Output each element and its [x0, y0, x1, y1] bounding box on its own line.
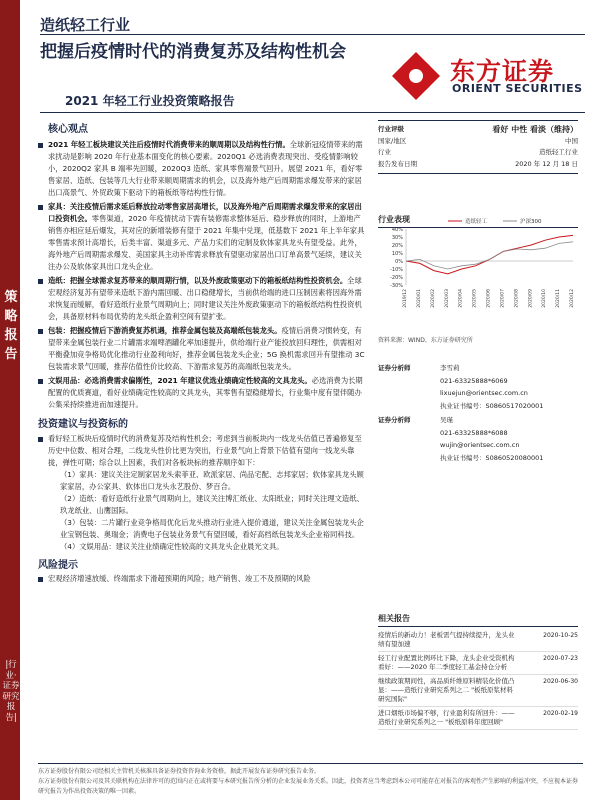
- y-tick-label: 20%: [391, 243, 403, 249]
- core-point-heading: 2021 年轻工板块建议关注后疫情时代消费带来的顺周期以及结构性行情。: [48, 140, 290, 149]
- analyst-block: [378, 414, 578, 464]
- bullet-icon: [38, 577, 43, 582]
- x-tick-label: 2020/12: [570, 289, 575, 308]
- x-tick-label: 2020/09: [528, 289, 534, 308]
- rating-row: [378, 124, 578, 136]
- related-report-title[interactable]: 疫情后的新动力！老板需气提持续提升，龙头业绩有望加速: [378, 631, 515, 648]
- x-tick-label: 2020/04: [458, 289, 464, 308]
- y-tick-label: 40%: [391, 227, 403, 233]
- analyst-name: 李雪莉: [440, 364, 460, 372]
- core-point-text: 疫情后消费习惯转变，有望带来金属包装行业二片罐需求端啤酒罐化率加速提升，供给端行业产能投放回归理性，供需相对平衡叠加竞争格局优化推动行业盈利向好，推荐金属包装龙头企业；5G 换机需求回升有望推动 3C 包装需求景气回暖，推荐估值性价比较高、下游需求复苏的高端纸包装龙头。: [48, 326, 365, 371]
- core-point: [38, 201, 368, 273]
- x-tick-label: 2020/01: [416, 289, 422, 308]
- analyst-role: 证券分析师: [378, 364, 411, 372]
- related-report-item[interactable]: [378, 707, 578, 730]
- rating-value: 2020 年 12 月 18 日: [515, 159, 578, 168]
- page-title: 把握后疫情时代的消费复苏及结构性机会: [40, 42, 346, 62]
- industry-performance-chart: [378, 215, 578, 315]
- y-tick-label: 10%: [391, 251, 403, 257]
- sector-title: 造纸轻工行业: [40, 16, 131, 34]
- series-line-2: [406, 242, 573, 269]
- right-info-panel: [378, 120, 578, 228]
- related-report-date: 2020-07-23: [543, 655, 578, 662]
- rating-value: 看好 中性 看淡（维持）: [492, 125, 578, 134]
- core-point-heading: 文娱用品：必选消费需求偏刚性，2021 年建议优选业绩确定性较高的文具龙头。: [48, 376, 312, 385]
- rating-key: 行业: [378, 148, 391, 156]
- invest-title: 投资建议与投资标的: [38, 419, 128, 430]
- rating-value: 造纸轻工行业: [539, 148, 578, 156]
- header-bottom-divider: [40, 112, 585, 113]
- chart-title: 行业表现: [378, 214, 578, 228]
- sidebar-report-type: |行业·证券研究报告|: [2, 660, 20, 723]
- related-report-item[interactable]: [378, 675, 578, 707]
- core-point-heading: 包装：把握疫情后下游消费复苏机遇，推荐金属包装及高端纸包装龙头。: [48, 326, 282, 335]
- core-point: [38, 139, 368, 199]
- rating-rows: [378, 124, 578, 170]
- core-points-list: [38, 139, 368, 411]
- related-report-title[interactable]: 进口烟纸市场偏不够，行业盈利有所回升：——造纸行业研究系列之一 "板纸原料年度回顾": [378, 709, 515, 726]
- invest-intro: 看好轻工板块后疫情时代的消费复苏及结构性机会；考虑到当前板块内一线龙头估值已普遍修复至历史中位数、相对合理，二线龙头性价比更为突出，行业景气向上背景下估值有望向一线龙头靠拢，弹性可期；综合以上因素，我们对各板块标的推荐顺序如下：: [38, 433, 368, 469]
- bullet-icon: [38, 329, 43, 334]
- core-point-text: 全球宏观经济复苏有望带来造纸下游内需回暖、出口稳健增长，当前供给端的进口压制因素将因海外需求恢复而缓解，看好造纸行业景气周期向上；同时建议关注外废政策驱动下的箱板纸结构性投资机会，具备原材料布局优势的龙头纸企盈利空间有望扩张。: [48, 276, 362, 321]
- core-point-heading: 家具：关注疫情后需求延后释放拉动零售家居高增长，以及海外地产后周期需求爆发带来的家居出口投资机会。: [48, 202, 362, 223]
- rating-row: [378, 147, 578, 159]
- related-report-item[interactable]: [378, 652, 578, 675]
- core-point: [38, 375, 368, 411]
- x-tick-label: 2020/07: [500, 289, 506, 308]
- chart-source: 资料来源：WIND、东方证券研究所: [378, 337, 473, 344]
- core-view-title: 核心观点: [48, 124, 88, 135]
- x-tick-label: 2019/12: [403, 289, 408, 308]
- header: [40, 0, 600, 115]
- analyst-name: 吴瑾: [440, 416, 453, 424]
- analyst-email[interactable]: wujin@orientsec.com.cn: [440, 441, 520, 449]
- analyst-email[interactable]: lixuejun@orientsec.com.cn: [440, 389, 528, 397]
- invest-items-list: [38, 469, 368, 553]
- analyst-list: [378, 362, 578, 466]
- related-report-date: 2020-02-19: [543, 710, 578, 717]
- rating-key: 国家/地区: [378, 136, 407, 145]
- logo-english-name: ORIENT SECURITIES: [452, 82, 583, 95]
- rating-row: [378, 136, 578, 148]
- rating-key: 报告发布日期: [378, 159, 417, 168]
- x-tick-label: 2020/05: [472, 289, 478, 308]
- risk-title: 风险提示: [38, 560, 78, 571]
- related-report-date: 2020-10-25: [543, 632, 578, 639]
- analyst-license: 执业证书编号：S0860517020001: [440, 401, 544, 410]
- sidebar-strategy-label: 策略报告: [4, 290, 18, 362]
- related-report-title[interactable]: 继续政策期间性，高品质纤维原料精装化价值凸显：——造纸行业研究系列之二 "板纸原浆材料研究国际": [378, 677, 515, 703]
- core-point: [38, 325, 368, 373]
- bullet-icon: [38, 279, 43, 284]
- related-report-title[interactable]: 轻工行业配置比例环比下降，龙头企业受资机构看好：——2020 年二季度轻工基金持仓分析: [378, 654, 515, 671]
- rating-value: 中国: [565, 136, 578, 145]
- x-tick-label: 2020/11: [556, 289, 562, 308]
- rating-row: [378, 159, 578, 171]
- y-tick-label: -30%: [390, 283, 403, 289]
- footer-line-1: 东方证券股份有限公司经相关主管机关核准具备证券投资咨询业务资格，据此开展发布证券研究报告业务。: [38, 768, 321, 775]
- analyst-role: 证券分析师: [378, 416, 411, 424]
- x-tick-label: 2020/08: [514, 289, 520, 308]
- related-report-item[interactable]: [378, 629, 578, 652]
- analyst-phone: 021-63325888*6069: [440, 376, 508, 385]
- bullet-icon: [38, 437, 43, 442]
- footer-line-2: 东方证券股份有限公司及其关联机构在法律许可的范围内正在或将要与本研究报告所分析的企业发展业务关系。因此，投资者应当考虑到本公司可能存在对报告的客观性产生影响的利益冲突，不应视本证券研究报告为作出投资决策的唯一因素。: [38, 778, 579, 795]
- invest-item: （1）家具：建议关注定制家居龙头索菲亚、欧派家居、尚品宅配、志邦家居；软体家具龙头顾家家居，办公家具、软体出口龙头永艺股份、梦百合。: [60, 470, 364, 491]
- invest-item: （3）包装：二片罐行业竞争格局优化后龙头推动行业进入提价通道，建议关注金属包装龙头企业宝钢包装、奥瑞金；消费电子包装业务景气有望回暖，看好高档纸包装龙头企业裕同科技。: [60, 518, 364, 539]
- company-logo: [388, 48, 598, 103]
- logo-chinese-name: 东方证券: [450, 57, 555, 86]
- risk-text: 宏观经济增速放缓、终端需求下滑超预期的风险；地产销售、竣工不及预期的风险: [38, 573, 368, 585]
- bullet-icon: [38, 205, 43, 210]
- related-rows: [378, 629, 578, 730]
- core-point-heading: 造纸：把握全球需求复苏带来的顺周期行情，以及外废政策驱动下的箱板纸结构性投资机会。: [48, 276, 348, 285]
- core-point-text: 全球新冠疫情带来的需求扰动是影响 2020 年行业基本面变化的核心要素。2020Q1 必选消费表现突出、受疫情影响较小，2020Q2 家具 B 端率先回暖，2020Q3 造纸、家具零售端景气回升。展望 2021 年，看好零售家居、造纸、包装等几大行业带来顺周期需求的机会，以及海外地产后周期需求爆发带来的家居出口高景气、外贸政策下驱动下的箱板纸等结构性行情。: [48, 140, 363, 197]
- page-subtitle: 2021 年轻工行业投资策略报告: [65, 94, 235, 108]
- core-point-text: 零售渠道，2020 年疫情扰动下需有装修需求整体延后、稳步释放的同时，上游地产销售亦相应延后爆发，其对应的新增装修有望于 2021 年集中兑现，低基数下 2021 年上半年家具零售需求预计高增长，后类丰富、渠道多元、产品力实们的定制及软体家具龙头有望受益。此外，海外地产后周期需求爆发、美国家具主动补库需求释放有望驱动家居出口订单高景气延续，建议关注办公及软体家具出口龙头企业。: [48, 214, 365, 271]
- core-point: [38, 275, 368, 323]
- related-reports: [378, 613, 578, 730]
- rating-table: [378, 120, 578, 174]
- y-tick-label: 0%: [395, 259, 403, 265]
- y-tick-label: 30%: [391, 235, 403, 241]
- logo-mark-icon: [388, 48, 444, 104]
- y-tick-label: -20%: [390, 275, 403, 281]
- bullet-icon: [38, 379, 43, 384]
- core-point-text: 必选消费为长期配置的优质赛道，看好业绩确定性较高的文具龙头，其零售有望稳健增长，行业集中度有望伴随办公集采持续推进而加速提升。: [48, 376, 363, 409]
- related-title: 相关报告: [378, 613, 578, 627]
- invest-item: （2）造纸：看好造纸行业景气周期向上，建议关注博汇纸业、太阳纸业；同时关注理文造纸、玖龙纸业、山鹰国际。: [60, 494, 364, 515]
- x-tick-label: 2020/10: [542, 289, 548, 308]
- y-tick-label: -10%: [390, 267, 403, 273]
- x-tick-label: 2020/02: [430, 289, 436, 308]
- analyst-phone: 021-63325888*6088: [440, 428, 508, 437]
- x-tick-label: 2020/06: [486, 289, 492, 308]
- legend-label: 造纸轻工: [465, 219, 488, 225]
- header-divider: [40, 34, 585, 35]
- x-tick-label: 2020/03: [444, 289, 450, 308]
- legend-label: 沪深300: [520, 219, 542, 225]
- series-line-1: [406, 235, 573, 273]
- rating-key: 行业评级: [378, 125, 404, 133]
- invest-item: （4）文娱用品：建议关注业绩确定性较高的文具龙头企业晨光文具。: [60, 542, 284, 551]
- main-content: [38, 120, 368, 585]
- analyst-block: [378, 362, 578, 412]
- related-report-date: 2020-06-30: [543, 678, 578, 685]
- bullet-icon: [38, 143, 43, 148]
- analyst-license: 执业证书编号：S0860520080001: [440, 453, 544, 462]
- footer-disclaimer: [38, 763, 583, 797]
